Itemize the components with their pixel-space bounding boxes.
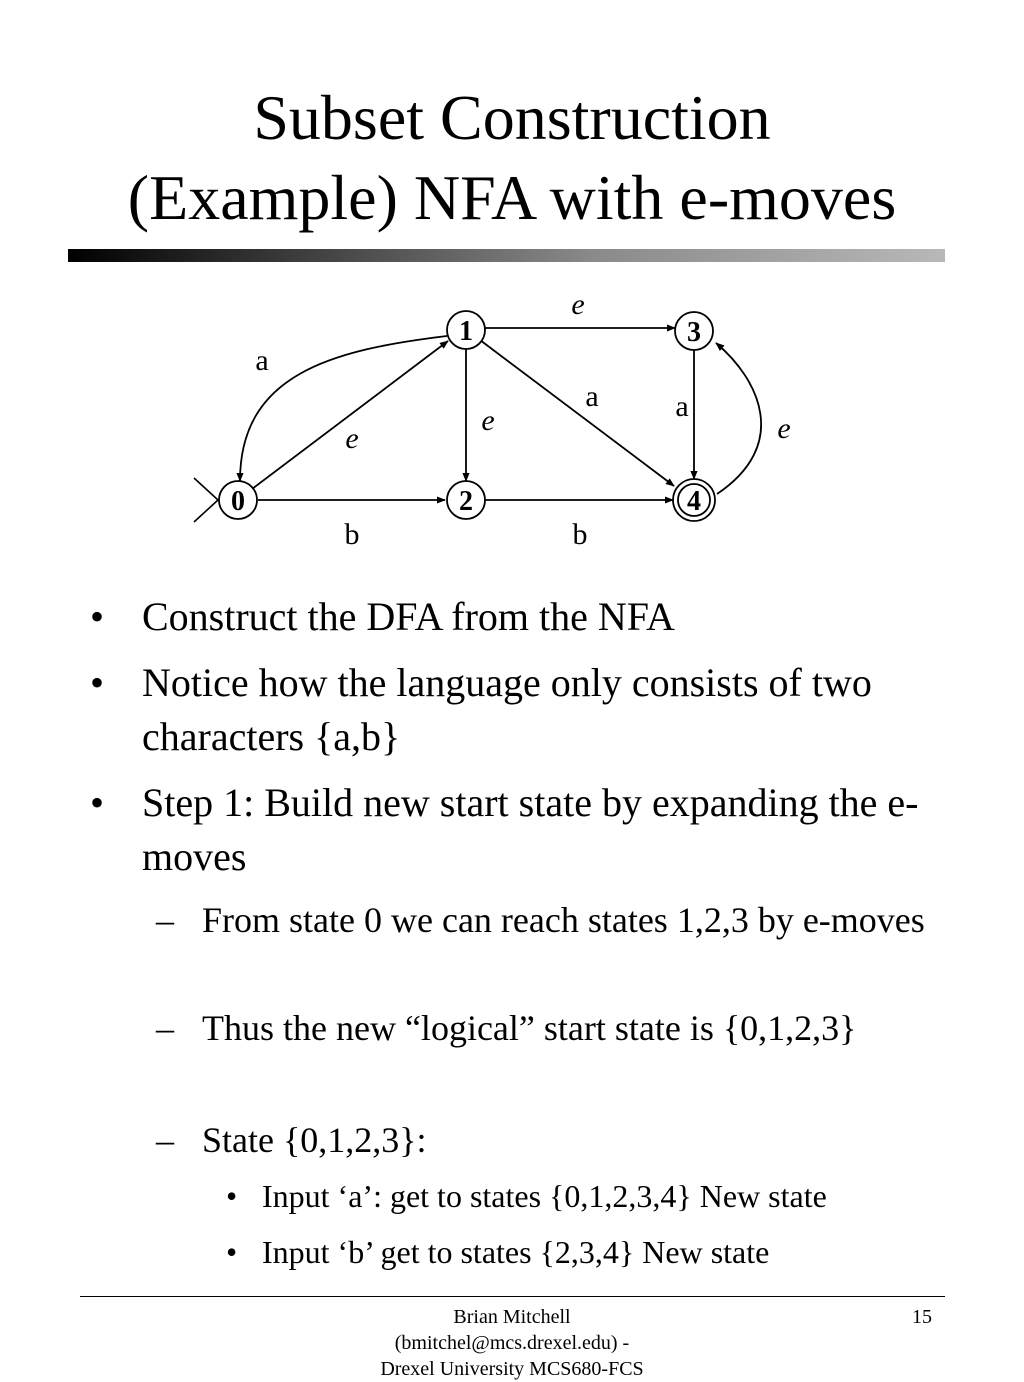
bullet-marker: • [90,780,105,825]
edge-1-to-4 [480,340,674,486]
dash-marker: – [156,1008,174,1048]
slide-title-line2: (Example) NFA with e-moves [127,162,897,233]
edge-1-to-2-label: e [481,404,495,437]
state-4-accepting [673,479,715,521]
edge-0-to-1 [252,341,448,489]
state-3 [675,312,713,350]
state-2 [447,481,485,519]
sub-bullet-text: State {0,1,2,3}: [202,1120,427,1160]
page-number: 15 [912,1306,932,1328]
footer-line3: Drexel University MCS680-FCS [380,1358,644,1380]
sub-sub-bullet-item [226,1176,962,1216]
bullet-marker: • [90,594,105,639]
sub-sub-bullet-text: Input ‘b’ get to states {2,3,4} New state [262,1234,770,1270]
state-3-label: 3 [687,317,701,348]
footer-line2: (bmitchel@mcs.drexel.edu) - [394,1332,630,1354]
edge-0-to-1-label: e [345,422,359,455]
sub-sub-bullet-item [226,1232,962,1272]
state-1 [447,311,485,349]
start-arrow [194,478,218,522]
edge-1-to-0 [240,336,447,481]
bullet-text: Notice how the language only consists of two characters {a,b} [142,660,872,759]
footer-line1: Brian Mitchell [453,1306,571,1328]
state-1-label: 1 [459,316,473,347]
sub-sub-bullet-text: Input ‘a’: get to states {0,1,2,3,4} New state [262,1178,827,1214]
edge-1-to-3-label: e [571,288,585,321]
bullet-marker: • [90,660,105,705]
edge-2-to-4-label: b [572,518,588,551]
sub-bullet-item [156,1116,942,1164]
dash-marker: – [156,900,174,940]
state-0 [219,481,257,519]
footer-author [312,1304,712,1382]
dash-marker: – [156,1120,174,1160]
bullet-text: Step 1: Build new start state by expanding the e-moves [142,780,919,879]
edge-1-to-4-label: a [585,380,599,413]
edge-4-to-3-label: e [777,412,791,445]
bullet-marker: • [226,1234,238,1270]
state-4-label: 4 [687,486,701,517]
edge-0-to-2-label: b [344,518,360,551]
edge-3-to-4-label: a [675,390,689,423]
footer-rule [80,1296,945,1297]
sub-bullet-text: Thus the new “logical” start state is {0,1,2,3} [202,1008,857,1048]
sub-bullet-text: From state 0 we can reach states 1,2,3 by e-moves [202,900,925,940]
sub-bullet-item [156,1004,942,1052]
bullet-item [90,776,942,884]
state-0-label: 0 [231,486,245,517]
state-2-label: 2 [459,486,473,517]
nfa-diagram [0,0,1024,580]
bullet-marker: • [226,1178,238,1214]
bullet-text: Construct the DFA from the NFA [142,594,675,639]
bullet-item [90,590,942,644]
edge-1-to-0-label: a [255,344,269,377]
sub-bullet-item [156,896,942,944]
slide-title-line1: Subset Construction [253,82,771,153]
edge-4-to-3 [716,343,761,494]
bullet-item [90,656,942,764]
